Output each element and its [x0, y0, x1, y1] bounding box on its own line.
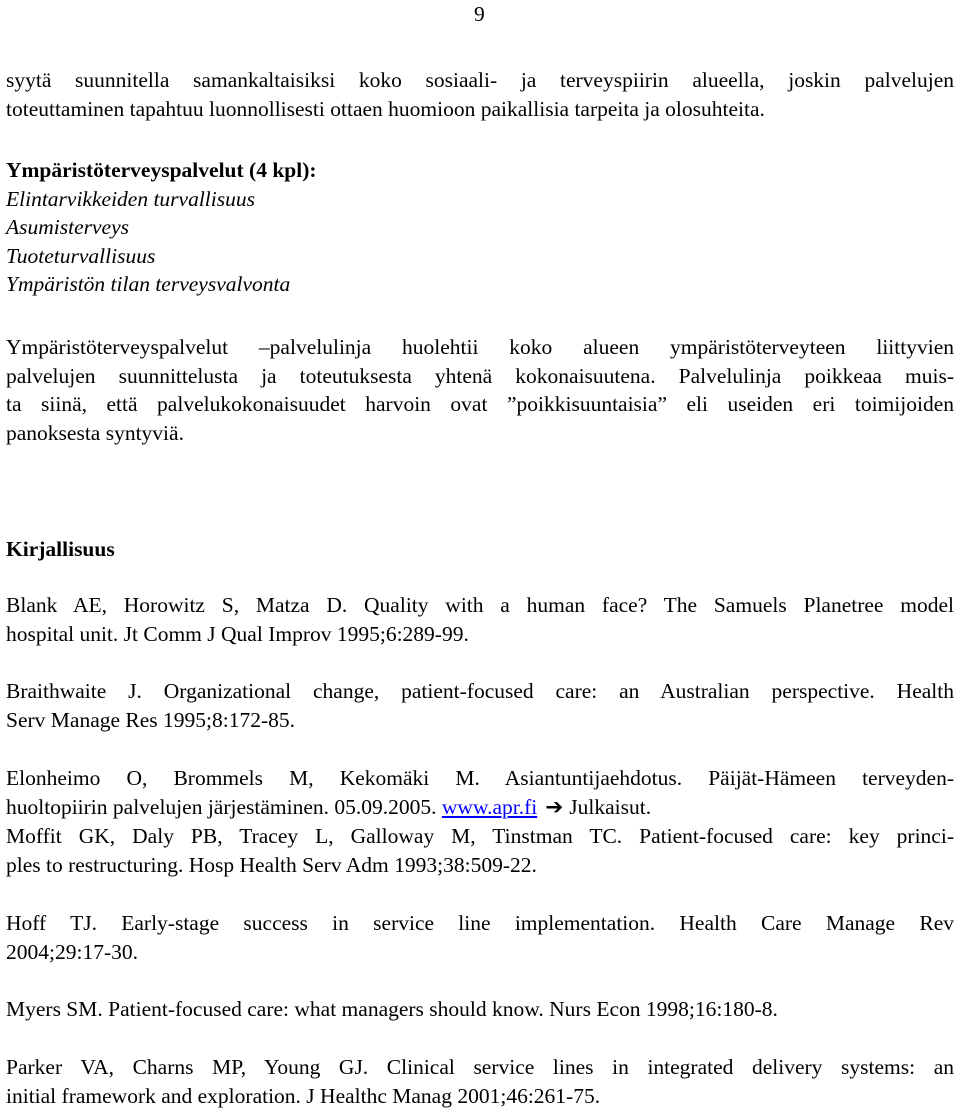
- service-item-food-safety: Elintarvikkeiden turvallisuus: [6, 186, 255, 211]
- intro-paragraph: [6, 66, 954, 123]
- reference-blank: [6, 591, 954, 648]
- service-item-environment-monitoring: Ympäristön tilan terveysvalvonta: [6, 272, 291, 296]
- reference-elonheimo-text: huoltopiirin palvelujen järjestäminen. 05.09.2005.: [6, 794, 437, 819]
- intro-line-2: toteuttaminen tapahtuu luonnollisesti ottaen huomioon paikallisia tarpeita ja olosuhteita.: [6, 96, 765, 121]
- reference-moffit-line-2: ples to restructuring. Hosp Health Serv Adm 1993;38:509-22.: [6, 852, 537, 877]
- reference-braithwaite: [6, 677, 954, 734]
- reference-myers-line-1: Myers SM. Patient-focused care: what managers should know. Nurs Econ 1998;16:180-8.: [6, 997, 778, 1021]
- reference-hoff-line-2: 2004;29:17-30.: [6, 939, 138, 964]
- reference-elonheimo: [6, 764, 954, 821]
- description-line-3: ta siinä, että palvelukokonaisuudet harvoin ovat ”poikkisuuntaisia” eli useiden eri toimijoiden: [6, 392, 954, 416]
- reference-braithwaite-line-1: Braithwaite J. Organizational change, patient-focused care: an Australian perspective. Health: [6, 679, 954, 703]
- reference-blank-line-1: Blank AE, Horowitz S, Matza D. Quality with a human face? The Samuels Planetree model: [6, 593, 954, 617]
- reference-blank-line-2: hospital unit. Jt Comm J Qual Improv 1995;6:289-99.: [6, 621, 469, 646]
- reference-braithwaite-line-2: Serv Manage Res 1995;8:172-85.: [6, 707, 296, 732]
- reference-moffit-line-1: Moffit GK, Daly PB, Tracey L, Galloway M, Tinstman TC. Patient-focused care: key princi-: [6, 824, 954, 848]
- page-number: 9: [474, 2, 485, 26]
- reference-hoff: [6, 909, 954, 966]
- service-item-product-safety: Tuoteturvallisuus: [6, 243, 156, 268]
- services-list: [6, 156, 954, 299]
- intro-line-1: syytä suunnitella samankaltaisiksi koko sosiaali- ja terveyspiirin alueella, joskin palvelujen: [6, 68, 954, 92]
- arrow-right-icon: ➔: [545, 794, 564, 819]
- description-line-4: panoksesta syntyviä.: [6, 420, 184, 445]
- reference-elonheimo-line-1: Elonheimo O, Brommels M, Kekomäki M. Asiantuntijaehdotus. Päijät-Hämeen terveyden-: [6, 766, 954, 790]
- service-item-housing-health: Asumisterveys: [6, 215, 129, 239]
- reference-myers: [6, 995, 954, 1024]
- references-heading: Kirjallisuus: [6, 537, 115, 561]
- description-line-2: palvelujen suunnittelusta ja toteutuksesta yhtenä kokonaisuutena. Palvelulinja poikkeaa muis-: [6, 363, 954, 388]
- reference-hoff-line-1: Hoff TJ. Early-stage success in service line implementation. Health Care Manage Rev: [6, 911, 954, 935]
- reference-elonheimo-line-2: [6, 793, 954, 822]
- reference-parker-line-1: Parker VA, Charns MP, Young GJ. Clinical service lines in integrated delivery systems: an: [6, 1055, 954, 1079]
- reference-parker-line-2: initial framework and exploration. J Healthc Manag 2001;46:261-75.: [6, 1083, 601, 1108]
- description-paragraph: [6, 333, 954, 447]
- reference-parker: [6, 1053, 954, 1110]
- reference-elonheimo-suffix: Julkaisut.: [569, 794, 652, 819]
- apr-website-link[interactable]: www.apr.fi: [441, 794, 538, 819]
- reference-moffit: [6, 822, 954, 879]
- description-line-1: Ympäristöterveyspalvelut –palvelulinja huolehtii koko alueen ympäristöterveyteen liittyvien: [6, 335, 954, 359]
- services-heading: Ympäristöterveyspalvelut (4 kpl):: [6, 158, 317, 182]
